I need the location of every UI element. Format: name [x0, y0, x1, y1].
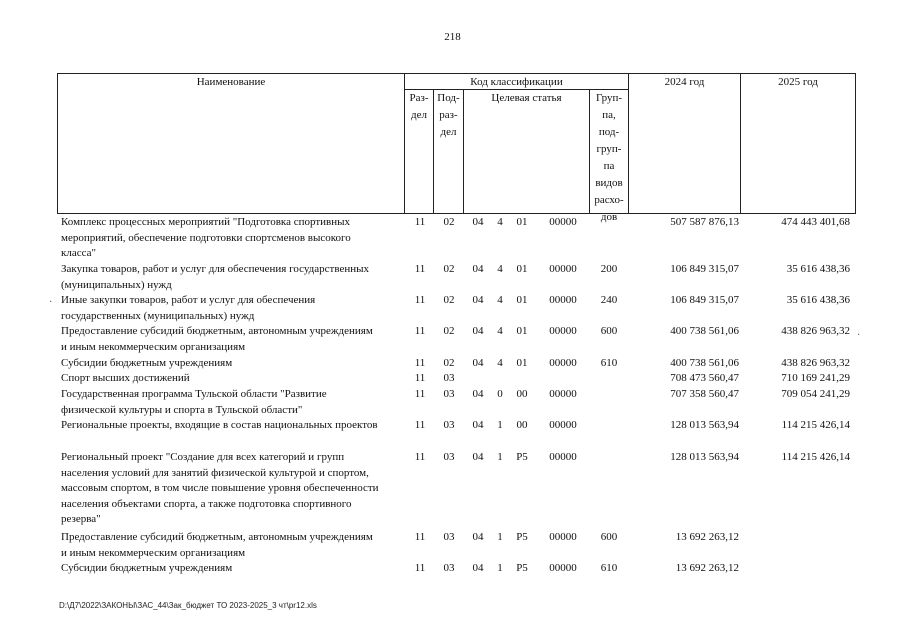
cell-rz: 11	[414, 388, 426, 400]
cell-c4: 00000	[549, 325, 577, 337]
cell-vr: 600	[600, 325, 618, 337]
cell-y2024: 400 738 561,06	[670, 357, 739, 369]
cell-c3: 00	[516, 419, 528, 431]
row-name: Субсидии бюджетным учреждениям	[61, 357, 233, 369]
cell-rz: 11	[414, 562, 426, 574]
cell-c4: 00000	[549, 419, 577, 431]
file-path-footer: D:\Д7\2022\ЗАКОНЫ\ЗАС_44\Зак_бюджет ТО 2023-2025_3 чт\pr12.xls	[59, 601, 317, 610]
row-name: Субсидии бюджетным учреждениям	[61, 562, 233, 574]
cell-c3: 01	[516, 263, 528, 275]
cell-rz: 11	[414, 451, 426, 463]
cell-c1: 04	[472, 419, 484, 431]
row-name: Предоставление субсидий бюджетным, автономным учреждениям и иным некоммерческим организациям	[61, 325, 373, 353]
cell-rz: 11	[414, 263, 426, 275]
scan-mark: ·	[49, 297, 53, 308]
cell-y2024: 128 013 563,94	[670, 419, 739, 431]
header-year-2024: 2024 год	[664, 76, 705, 88]
cell-c3: P5	[516, 531, 528, 543]
cell-pr: 02	[443, 216, 455, 228]
cell-vr: 600	[600, 531, 618, 543]
cell-c4: 00000	[549, 388, 577, 400]
cell-c1: 04	[472, 388, 484, 400]
cell-c3: 01	[516, 216, 528, 228]
cell-c2: 4	[497, 294, 503, 306]
cell-y2024: 13 692 263,12	[675, 562, 739, 574]
cell-y2024: 707 358 560,47	[670, 388, 739, 400]
cell-c4: 00000	[549, 294, 577, 306]
cell-c2: 1	[497, 451, 503, 463]
cell-c2: 4	[497, 325, 503, 337]
row-name: Государственная программа Тульской области "Развитие физической культуры и спорта в Тульской области"	[61, 388, 327, 416]
cell-c4: 00000	[549, 216, 577, 228]
cell-vr: 240	[600, 294, 618, 306]
header-code-group: Код классификации	[470, 76, 563, 88]
cell-c1: 04	[472, 294, 484, 306]
cell-y2025: 710 169 241,29	[781, 372, 850, 384]
row-name: Закупка товаров, работ и услуг для обеспечения государственных (муниципальных) нужд	[61, 263, 370, 291]
cell-c3: P5	[516, 562, 528, 574]
scan-mark: ·	[857, 330, 861, 341]
cell-c3: 00	[516, 388, 528, 400]
cell-c2: 4	[497, 263, 503, 275]
cell-c3: 01	[516, 325, 528, 337]
cell-c2: 4	[497, 216, 503, 228]
cell-y2024: 106 849 315,07	[670, 263, 739, 275]
cell-rz: 11	[414, 216, 426, 228]
cell-y2025: 474 443 401,68	[781, 216, 850, 228]
header-target-article: Целевая статья	[491, 92, 562, 104]
cell-y2025: 438 826 963,32	[781, 357, 850, 369]
cell-rz: 11	[414, 325, 426, 337]
cell-y2025: 114 215 426,14	[781, 451, 850, 463]
cell-c2: 1	[497, 419, 503, 431]
header-subsection: Под- раз- дел	[437, 92, 460, 138]
cell-c1: 04	[472, 531, 484, 543]
cell-y2025: 35 616 438,36	[786, 294, 850, 306]
cell-y2024: 106 849 315,07	[670, 294, 739, 306]
row-name: Иные закупки товаров, работ и услуг для обеспечения государственных (муниципальных) нужд	[61, 294, 316, 322]
header-section: Раз- дел	[409, 92, 429, 121]
row-name: Предоставление субсидий бюджетным, автономным учреждениям и иным некоммерческим организациям	[61, 531, 373, 559]
cell-c3: 01	[516, 294, 528, 306]
cell-y2024: 13 692 263,12	[675, 531, 739, 543]
cell-c1: 04	[472, 357, 484, 369]
cell-pr: 02	[443, 294, 455, 306]
cell-c2: 1	[497, 562, 503, 574]
cell-y2024: 400 738 561,06	[670, 325, 739, 337]
cell-c2: 0	[497, 388, 503, 400]
cell-c2: 4	[497, 357, 503, 369]
cell-pr: 03	[443, 562, 455, 574]
cell-c2: 1	[497, 531, 503, 543]
cell-c3: P5	[516, 451, 528, 463]
cell-c4: 00000	[549, 451, 577, 463]
cell-rz: 11	[414, 531, 426, 543]
page-number: 218	[444, 31, 461, 43]
cell-pr: 02	[443, 357, 455, 369]
cell-vr: 200	[600, 263, 618, 275]
cell-vr: 610	[600, 562, 618, 574]
header-name: Наименование	[196, 76, 266, 88]
cell-pr: 03	[443, 451, 455, 463]
header-year-2025: 2025 год	[778, 76, 818, 88]
cell-c1: 04	[472, 562, 484, 574]
cell-pr: 03	[443, 531, 455, 543]
cell-c4: 00000	[549, 357, 577, 369]
cell-c1: 04	[472, 451, 484, 463]
cell-y2025: 709 054 241,29	[781, 388, 850, 400]
cell-y2025: 438 826 963,32	[781, 325, 850, 337]
cell-rz: 11	[414, 357, 426, 369]
cell-rz: 11	[414, 372, 426, 384]
cell-pr: 02	[443, 325, 455, 337]
cell-pr: 03	[443, 388, 455, 400]
row-name: Комплекс процессных мероприятий "Подготовка спортивных мероприятий, обеспечение подготовки спортсменов высокого класса"	[61, 216, 351, 260]
cell-c1: 04	[472, 263, 484, 275]
header-expense-group: Груп- па, под- груп- па видов расхо- дов	[594, 92, 624, 223]
cell-c4: 00000	[549, 263, 577, 275]
cell-c1: 04	[472, 325, 484, 337]
cell-y2024: 128 013 563,94	[670, 451, 739, 463]
cell-rz: 11	[414, 294, 426, 306]
cell-y2024: 708 473 560,47	[670, 372, 739, 384]
cell-vr: 610	[600, 357, 618, 369]
cell-y2025: 114 215 426,14	[781, 419, 850, 431]
row-name: Спорт высших достижений	[61, 372, 190, 384]
cell-pr: 03	[443, 419, 455, 431]
row-name: Региональные проекты, входящие в состав национальных проектов	[61, 419, 378, 431]
cell-rz: 11	[414, 419, 426, 431]
cell-c1: 04	[472, 216, 484, 228]
cell-c3: 01	[516, 357, 528, 369]
cell-y2024: 507 587 876,13	[670, 216, 739, 228]
row-name: Региональный проект "Создание для всех категорий и групп населения условий для занятий физической культурой и спортом, массовым спортом, в том числе повышение уровня обеспеченности населения объектами спорта, а также подготовка спортивного резерва"	[61, 451, 379, 526]
cell-y2025: 35 616 438,36	[786, 263, 850, 275]
cell-c4: 00000	[549, 531, 577, 543]
cell-c4: 00000	[549, 562, 577, 574]
cell-pr: 03	[443, 372, 455, 384]
cell-pr: 02	[443, 263, 455, 275]
